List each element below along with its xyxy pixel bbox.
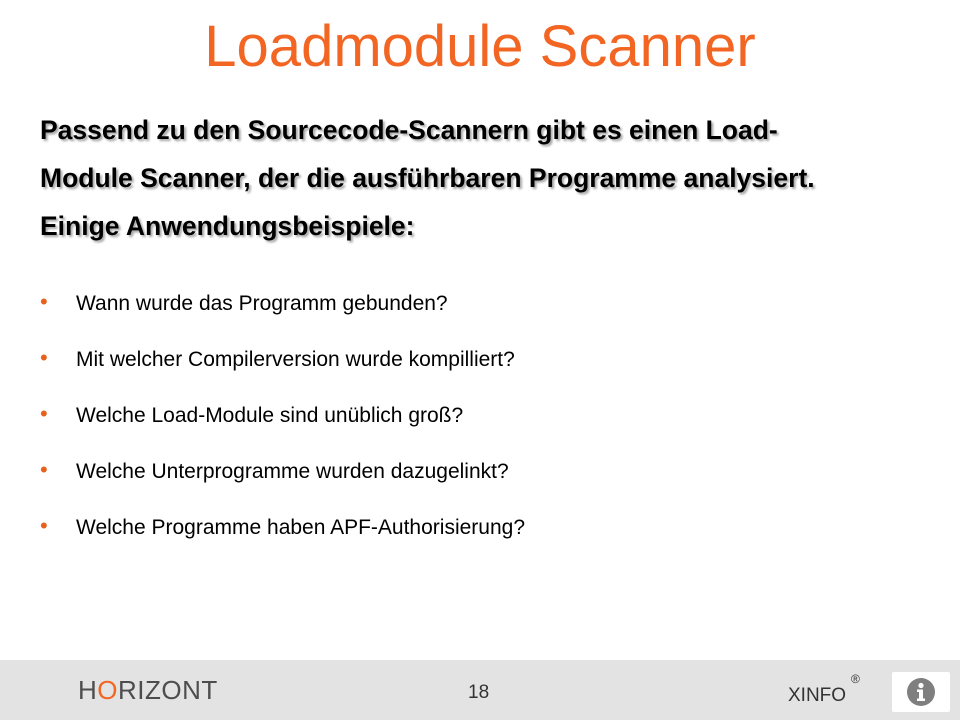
registered-mark: ® [851,672,860,686]
bullet-dot-icon: • [40,401,48,426]
bullet-dot-icon: • [40,513,48,538]
bullet-text: Mit welcher Compilerversion wurde kompilliert? [76,348,515,371]
bullet-list [40,282,920,562]
bullet-text: Welche Unterprogramme wurden dazugelinkt? [76,460,509,483]
product-name: XINFO [788,685,847,706]
bullet-item [40,450,920,506]
intro-paragraph [40,106,940,250]
bullet-dot-icon: • [40,289,48,314]
intro-line: Passend zu den Sourcecode-Scannern gibt es einen Load- [40,115,778,145]
intro-line: Module Scanner, der die ausführbaren Programme analysiert. [40,163,815,193]
brand-logo [78,674,218,706]
bullet-item [40,394,920,450]
brand-suffix: RIZONT [118,675,218,705]
bullet-text: Welche Programme haben APF-Authorisierung? [76,516,526,539]
footer-bar [0,660,960,720]
bullet-item [40,506,920,562]
info-icon [906,677,936,707]
intro-line: Einige Anwendungsbeispiele: [40,211,415,241]
brand-prefix: H [78,675,98,705]
bullet-item [40,338,920,394]
bullet-text: Welche Load-Module sind unüblich groß? [76,404,464,427]
bullet-text: Wann wurde das Programm gebunden? [76,292,448,315]
brand-accent-letter: O [97,675,119,705]
bullet-item [40,282,920,338]
slide-title: Loadmodule Scanner [204,14,756,79]
bullet-dot-icon: • [40,457,48,482]
info-button[interactable] [892,672,950,712]
page-number: 18 [468,682,490,703]
bullet-dot-icon: • [40,345,48,370]
